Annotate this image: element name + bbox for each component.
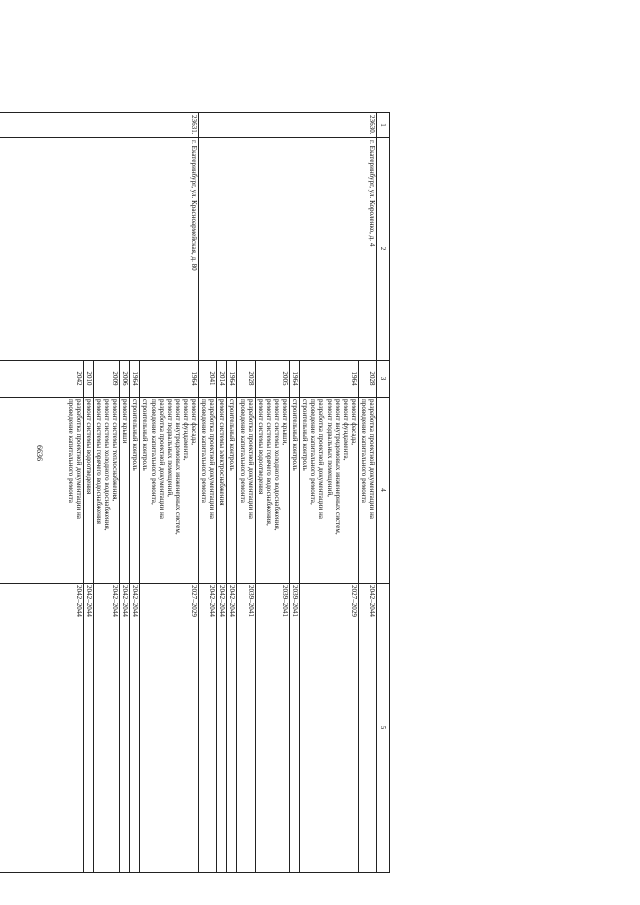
work-cell bbox=[141, 399, 198, 581]
work-line: разработка проектной документации на bbox=[74, 399, 83, 519]
work-line: разработка проектной документации на bbox=[208, 399, 217, 519]
work-line: ремонт подвальных помещений, bbox=[165, 399, 174, 497]
row-separator bbox=[139, 360, 140, 872]
work-line: ремонт системы горячего водоснабжения, bbox=[264, 399, 273, 526]
row-separator bbox=[83, 360, 84, 872]
period-cell: 2042–2044 bbox=[111, 585, 120, 617]
period-cell: 2039–2041 bbox=[246, 585, 255, 617]
work-cell bbox=[301, 399, 358, 581]
year-cell: 1964 bbox=[131, 371, 140, 386]
work-line: ремонт подвальных помещений, bbox=[325, 399, 334, 497]
work-line: строительный контроль bbox=[141, 399, 150, 471]
table-grid bbox=[0, 112, 390, 873]
work-line: строительный контроль bbox=[301, 399, 310, 471]
work-line: ремонт внутридомовых инженерных систем, bbox=[173, 399, 182, 535]
year-cell: 1964 bbox=[291, 371, 300, 386]
work-cell bbox=[291, 399, 299, 581]
header-col-2: 2 bbox=[379, 246, 387, 251]
work-line: ремонт системы горячего водоснабжения bbox=[94, 399, 103, 524]
row-separator bbox=[358, 360, 359, 872]
work-line: проведение капитального ремонта bbox=[238, 399, 247, 503]
work-cell bbox=[67, 399, 83, 581]
work-cell bbox=[360, 399, 376, 581]
work-line: строительный контроль bbox=[228, 399, 237, 471]
period-cell: 2039–2041 bbox=[281, 585, 289, 617]
work-line: ремонт системы теплоснабжения, bbox=[111, 399, 120, 502]
work-line: строительный контроль bbox=[131, 399, 140, 471]
header-separator bbox=[376, 113, 377, 872]
year-cell: 1964 bbox=[349, 371, 358, 386]
work-cell bbox=[257, 399, 289, 581]
work-line: ремонт системы водоотведения bbox=[256, 399, 265, 495]
header-col-4: 4 bbox=[379, 488, 387, 492]
work-line: разработка проектной документации на bbox=[157, 399, 166, 519]
work-line: проведение капитального ремонта bbox=[66, 399, 75, 503]
row-separator bbox=[299, 360, 300, 872]
header-col-1: 1 bbox=[379, 123, 387, 127]
work-line: проведение капитального ремонта bbox=[359, 399, 368, 503]
group-separator bbox=[198, 113, 199, 872]
work-line: разработка проектной документации на bbox=[317, 399, 326, 519]
year-cell: 1964 bbox=[190, 371, 198, 386]
work-line: проведение капитального ремонта, bbox=[309, 399, 318, 505]
header-col-5: 5 bbox=[379, 725, 387, 730]
work-line: ремонт фасада, bbox=[349, 399, 358, 446]
year-cell: 2009 bbox=[111, 371, 120, 386]
work-line: ремонт системы электроснабжения bbox=[218, 399, 227, 506]
period-cell: 2039–2041 bbox=[291, 585, 300, 617]
row-separator bbox=[119, 360, 120, 872]
work-cell bbox=[238, 399, 254, 581]
row-separator bbox=[216, 360, 217, 872]
rotated-table bbox=[0, 112, 390, 872]
work-line: ремонт фундамента, bbox=[181, 399, 190, 461]
work-line: разработка проектной документации на bbox=[368, 399, 376, 519]
work-line: ремонт фундамента, bbox=[341, 399, 350, 461]
work-cell bbox=[218, 399, 226, 581]
work-line: ремонт крыши bbox=[121, 399, 130, 444]
row-separator bbox=[289, 360, 290, 872]
row-separator bbox=[93, 360, 94, 872]
year-cell: 2041 bbox=[208, 371, 217, 386]
year-cell: 2014 bbox=[218, 371, 227, 386]
work-cell bbox=[200, 399, 216, 581]
work-line: проведение капитального ремонта, bbox=[149, 399, 158, 505]
period-cell: 2042–2044 bbox=[121, 585, 130, 617]
year-cell: 2010 bbox=[84, 371, 93, 386]
year-cell: 2005 bbox=[281, 371, 289, 386]
period-cell: 2042–2044 bbox=[228, 585, 237, 617]
work-line: ремонт фасада, bbox=[190, 399, 198, 446]
row-separator bbox=[236, 360, 237, 872]
period-cell: 2042–2044 bbox=[218, 585, 227, 617]
work-cell bbox=[85, 399, 93, 581]
work-line: ремонт системы холодного водоснабжения, bbox=[272, 399, 281, 531]
year-cell: 2028 bbox=[368, 371, 376, 386]
column-separator bbox=[0, 137, 389, 138]
column-separator bbox=[0, 360, 389, 361]
column-separator bbox=[0, 583, 389, 584]
work-cell bbox=[95, 399, 119, 581]
work-line: ремонт внутридомовых инженерных систем, bbox=[333, 399, 342, 535]
work-line: проведение капитального ремонта bbox=[200, 399, 209, 503]
header-col-3: 3 bbox=[379, 376, 387, 381]
address-cell: г. Екатеринбург, ул. Короленко, д. 4 bbox=[368, 140, 376, 247]
page-number: 6636 bbox=[35, 445, 44, 461]
period-cell: 2042–2044 bbox=[74, 585, 83, 617]
work-line: ремонт системы водоотведения bbox=[84, 399, 93, 495]
row-separator bbox=[129, 360, 130, 872]
work-line: разработка проектной документации на bbox=[246, 399, 255, 519]
period-cell: 2027–2029 bbox=[190, 585, 198, 617]
work-cell bbox=[121, 399, 129, 581]
period-cell: 2042–2044 bbox=[208, 585, 217, 617]
period-cell: 2027–2029 bbox=[349, 585, 358, 617]
work-line: строительный контроль bbox=[291, 399, 300, 471]
period-cell: 2042–2044 bbox=[131, 585, 140, 617]
row-separator bbox=[255, 360, 256, 872]
year-cell: 2042 bbox=[74, 371, 83, 386]
work-line: ремонт крыши, bbox=[281, 399, 289, 446]
work-cell bbox=[131, 399, 139, 581]
period-cell: 2042–2044 bbox=[368, 585, 376, 617]
row-number: 23630. bbox=[368, 115, 376, 135]
row-separator bbox=[226, 360, 227, 872]
row-number: 23631. bbox=[190, 115, 198, 135]
year-cell: 2006 bbox=[121, 371, 130, 386]
work-line: ремонт системы холодного водоснабжения, bbox=[103, 399, 112, 531]
address-cell: г. Екатеринбург, ул. Красноармейская, д. 80 bbox=[190, 140, 198, 271]
work-cell bbox=[228, 399, 236, 581]
year-cell: 2028 bbox=[246, 371, 255, 386]
year-cell: 1964 bbox=[228, 371, 237, 386]
period-cell: 2042–2044 bbox=[84, 585, 93, 617]
column-separator bbox=[0, 397, 389, 398]
